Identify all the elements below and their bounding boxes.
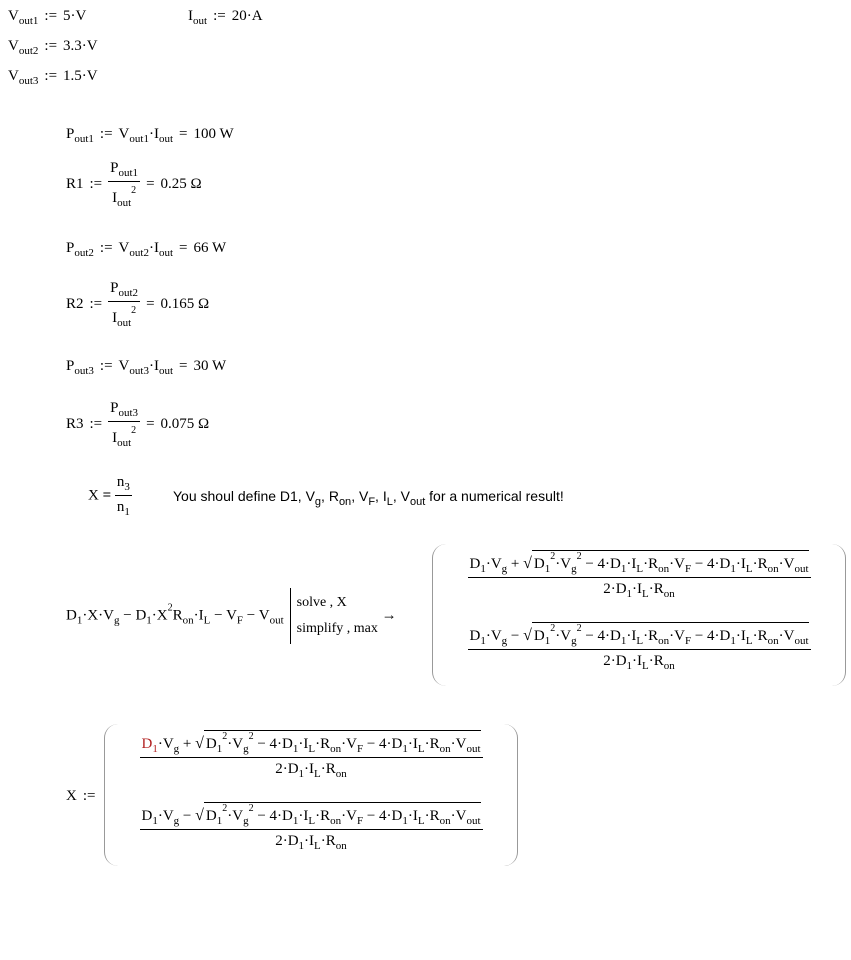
r1-result: 0.25 Ω <box>160 175 202 192</box>
x-matrix <box>104 724 518 866</box>
def-vout2: $V_{out2}$ := 3.3·V <box>8 38 98 57</box>
matrix-row-2: $\frac{D_1\cdot V_g - √ D_1^2\cdot V_g^2 - 4\cdot D_1\cdot I_L\cdot R_{on}\cdot V_F - 4\cdot D_1\cdot I_L\cdot R_{on}\cdot V_{out}}{2\cdot D_1\cdot I_L\cdot R_{on}}$ <box>469 623 809 672</box>
result-matrix <box>432 544 846 686</box>
eq-pout3: $P_{out3}$ := $V_{out3}\cdot I_{out} = 30$ W <box>66 358 227 377</box>
solve-expression: $D_1\cdot X\cdot V_g - D_1\cdot X^2R_{on}\cdot I_L - V_F$ − $V_{out}solve$ , X simplify , max → <box>66 588 397 644</box>
pout2-result: 66 W <box>193 240 227 256</box>
pout3-result: 30 W <box>193 358 227 374</box>
eq-r2: R2 := $\frac{P_{out2}}{I_{out}^2}$ = 0.165 Ω <box>66 280 210 329</box>
r3-result: 0.075 Ω <box>160 415 210 432</box>
eq-r1: R1 := $\frac{P_{out1}}{I_{out}^2}$ = 0.25 Ω <box>66 160 202 209</box>
matrix-row-1: $\frac{D_1\cdot V_g + √ D_1^2\cdot V_g^2 - 4\cdot D_1\cdot I_L\cdot R_{on}\cdot V_F - 4\cdot D_1\cdot I_L\cdot R_{on}\cdot V_{out}}{2\cdot D_1\cdot I_L\cdot R_{on}}$ <box>469 551 809 600</box>
x-assign-label: X := <box>66 788 96 804</box>
def-vout1: $V_{out1}$ := 5·V <box>8 8 87 27</box>
x-matrix-row-2: $\frac{D_1\cdot V_g - √ D_1^2\cdot V_g^2 - 4\cdot D_1\cdot I_L\cdot R_{on}\cdot V_F - 4\cdot D_1\cdot I_L\cdot R_{on}\cdot V_{out}}{2\cdot D_1\cdot I_L\cdot R_{on}}$ <box>141 803 481 852</box>
simplify-kw: simplify , max <box>296 621 378 636</box>
note-main: You shoul define D1, V <box>173 488 315 504</box>
vout2-value: 3.3·V <box>63 38 98 54</box>
solve-kw: solve , X <box>296 595 347 610</box>
vout3-value: 1.5·V <box>63 68 98 84</box>
symbolic-arrow: → <box>381 607 397 624</box>
solve-keywords <box>290 588 378 644</box>
r2-result: 0.165 Ω <box>160 295 210 312</box>
pout1-result: 100 W <box>193 126 234 142</box>
eq-x-ratio: X = $\frac{n_3}{n_1}$ <box>88 474 130 518</box>
iout-value: 20·A <box>231 8 263 24</box>
def-iout: $I_{out}$ := 20·A <box>188 8 263 27</box>
vout1-value: 5·V <box>63 8 87 24</box>
eq-r3: R3 := $\frac{P_{out3}}{I_{out}^2}$ = 0.075 Ω <box>66 400 210 449</box>
eq-pout1: $P_{out1}$ := $V_{out1}\cdot I_{out} = 100$ W <box>66 126 234 145</box>
eq-pout2: $P_{out2}$ := $V_{out2}\cdot I_{out} = 66$ W <box>66 240 227 259</box>
x-matrix-row-1: $\frac{D_1\cdot V_g + √ D_1^2\cdot V_g^2 - 4\cdot D_1\cdot I_L\cdot R_{on}\cdot V_F - 4\cdot D_1\cdot I_L\cdot R_{on}\cdot V_{out}}{2\cdot D_1\cdot I_L\cdot R_{on}}$ <box>141 731 481 780</box>
note-text: You shoul define D1, $V_g$, $R_{on}$, $V_F$, $I_L$, $V_{out}$ for a numerical result! <box>173 488 564 508</box>
def-vout3: $V_{out3}$ := 1.5·V <box>8 68 98 87</box>
